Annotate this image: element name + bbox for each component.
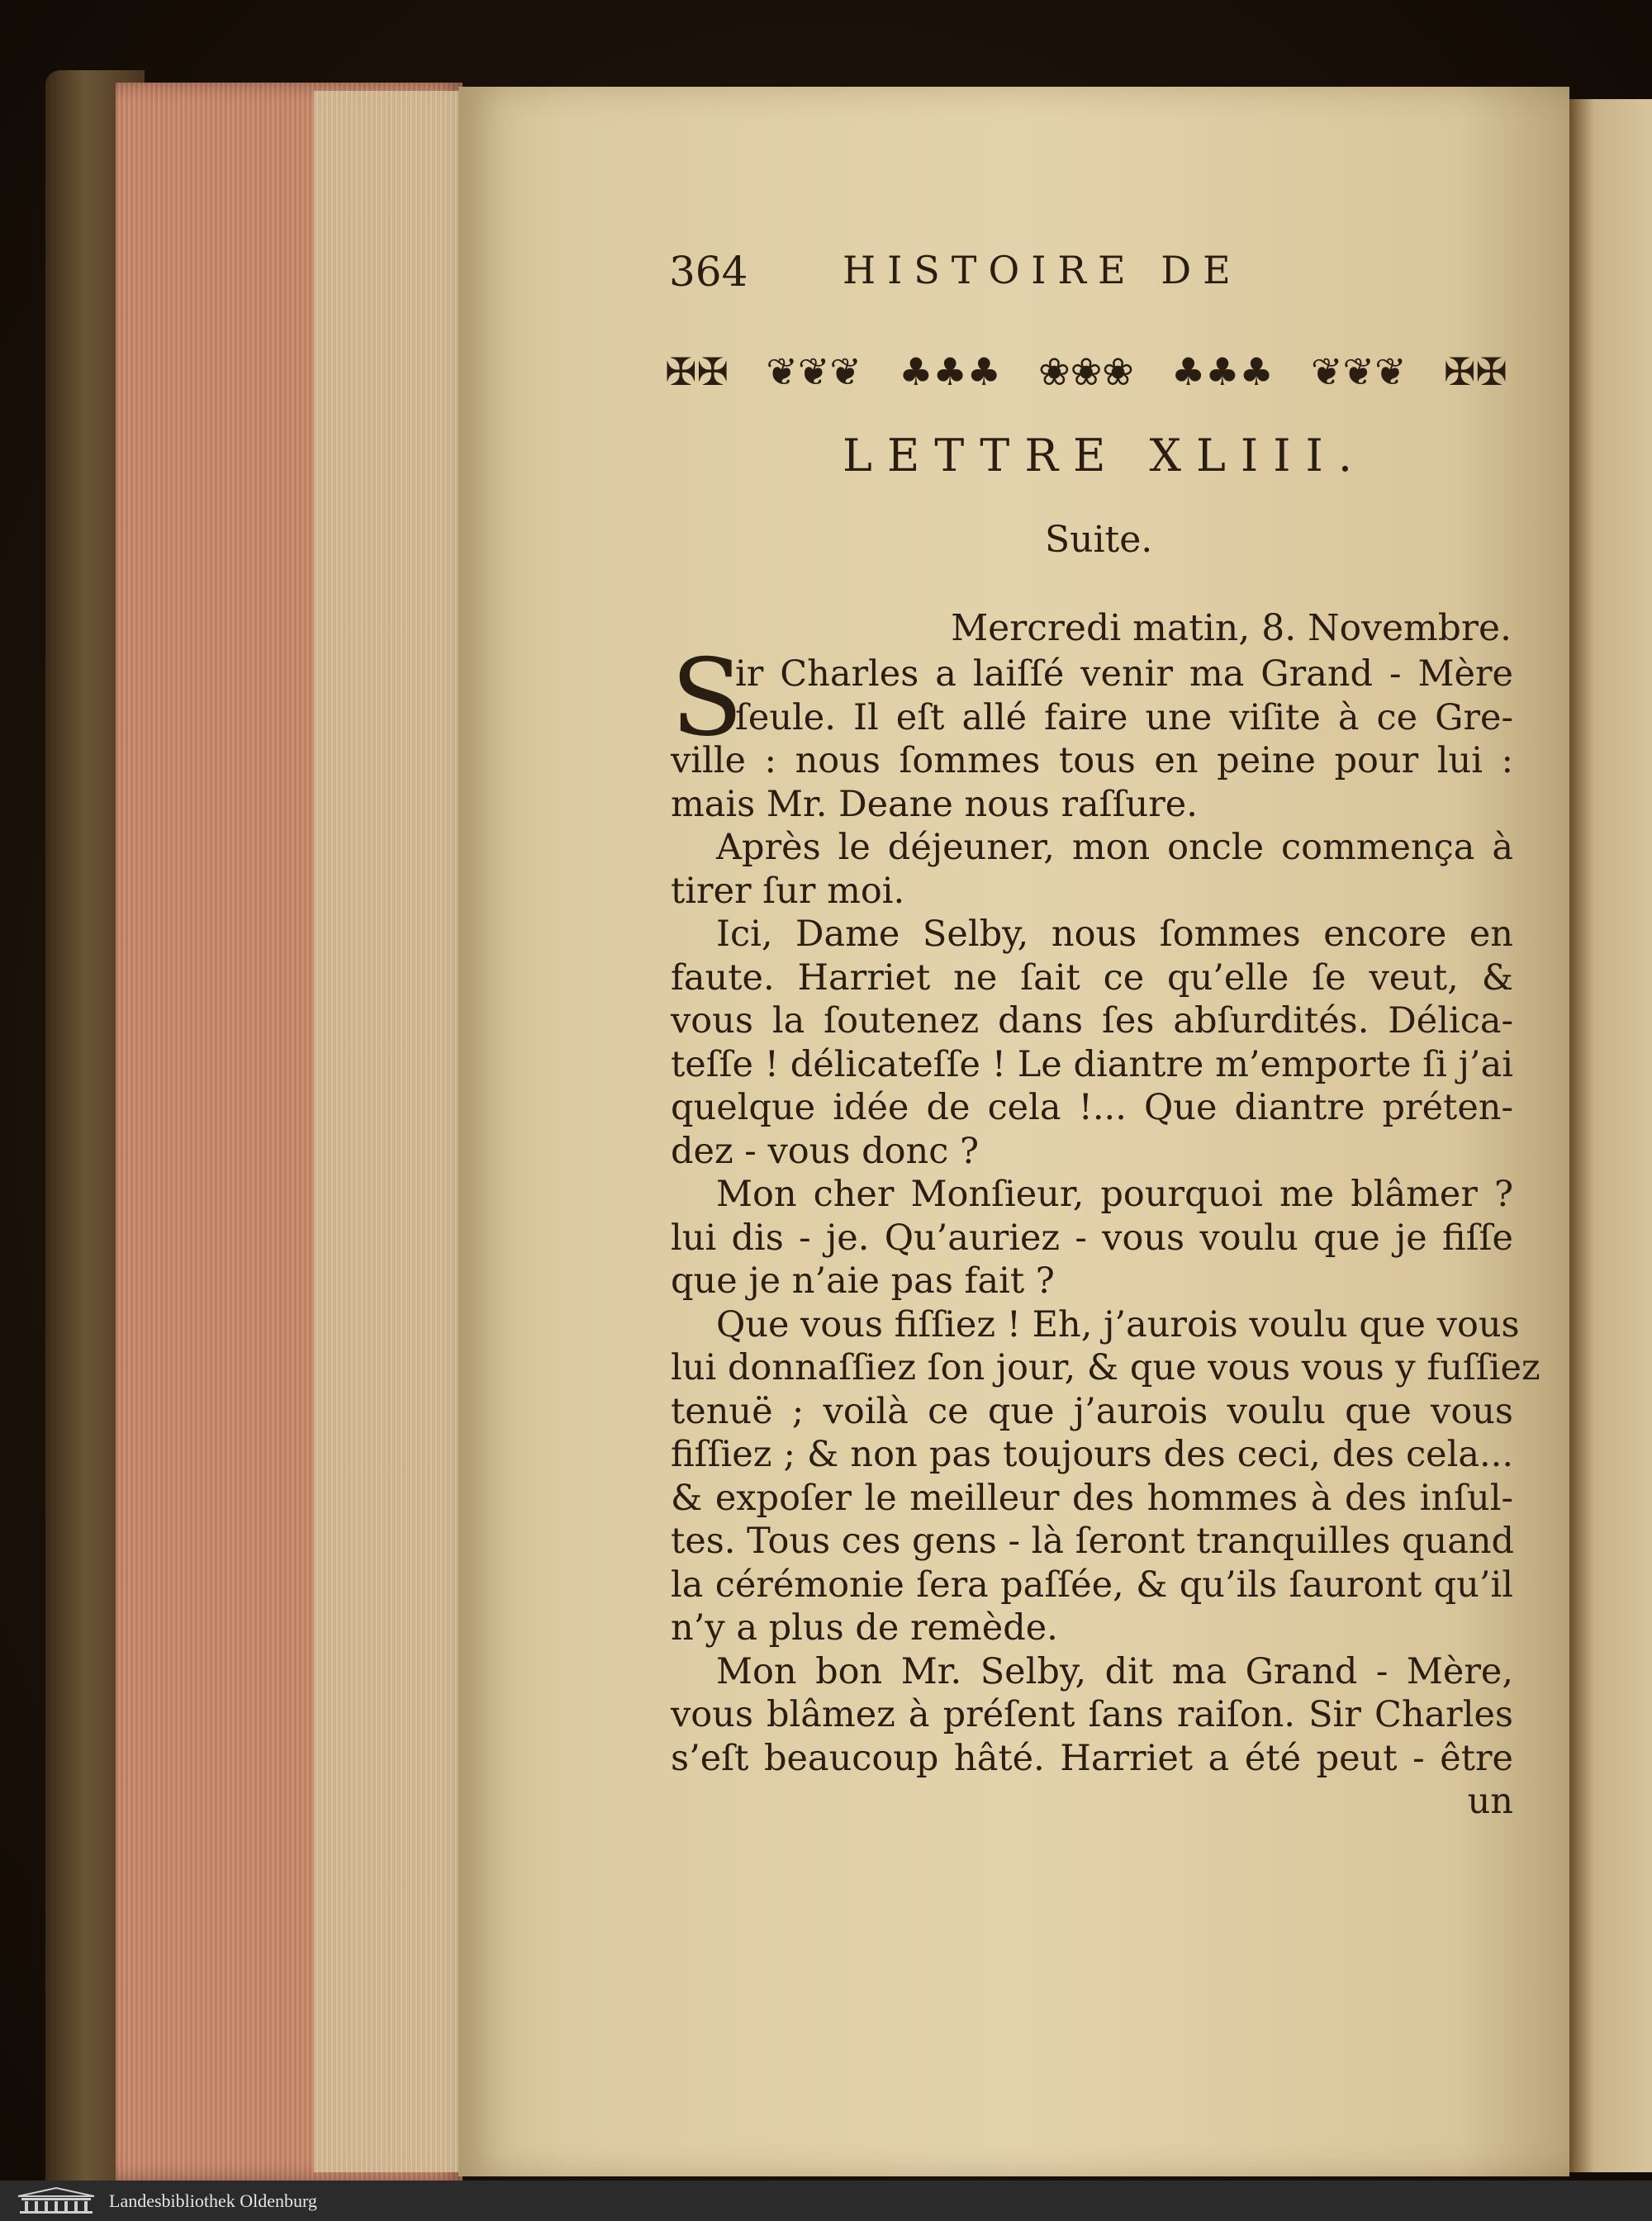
letter-title: LETTRE XLIII. [843,429,1368,482]
text-line: quelque idée de cela !... Que diantre préten- [671,1087,1513,1128]
text-line: s’eſt beaucoup hâté. Harriet a été peut - être [671,1737,1513,1779]
drop-cap: S [671,637,743,760]
ornament-piece: ❦❦❦ [1310,349,1407,394]
ornament-piece: ✠✠ [665,349,729,394]
text-line: la cérémonie ſera paſſée, & qu’ils ſauront qu’il [671,1564,1513,1606]
ornament-piece: ♣♣♣ [899,349,1001,394]
text-line: lui dis - je. Qu’auriez - vous voulu que je fiſſe [671,1217,1513,1259]
text-line: lui donnaſſiez ſon jour, & que vous vous y fuſſiez [671,1347,1540,1388]
ornament-piece: ♣♣♣ [1171,349,1274,394]
text-line: tirer ſur moi. [671,870,905,912]
text-line: Que vous fiſſiez ! Eh, j’aurois voulu que vous [716,1303,1520,1345]
facing-page-edge [1569,99,1652,2172]
text-line: que je n’aie pas fait ? [671,1260,1055,1302]
text-line: ville : nous ſommes tous en peine pour lui : [671,740,1513,781]
text-line: Ici, Dame Selby, nous ſommes encore en [716,914,1513,955]
letter-subtitle: Suite. [1045,519,1153,561]
page-stack [314,91,463,2172]
ornament-piece: ❀❀❀ [1038,349,1134,394]
running-head: HISTOIRE DE [843,248,1242,292]
ornament-piece: ✠✠ [1443,349,1507,394]
text-line: Mon cher Monſieur, pourquoi me blâmer ? [716,1174,1513,1215]
ornament-piece: ❦❦❦ [766,349,862,394]
viewer-footer [0,2181,1652,2221]
text-line: vous blâmez à préſent ſans raiſon. Sir Charles [671,1694,1513,1735]
text-line: ſeule. Il eſt allé faire une viſite à ce Gre- [735,696,1513,738]
text-line: & expoſer le meilleur des hommes à des inſul- [671,1477,1513,1519]
text-line: fiſſiez ; & non pas toujours des ceci, des cela... [671,1434,1513,1475]
text-line: tenuë ; voilà ce que j’aurois voulu que vous [671,1390,1513,1432]
text-line: vous la ſoutenez dans ſes abſurdités. Délica- [671,1000,1513,1042]
page-number: 364 [669,248,748,296]
text-line: Mon bon Mr. Selby, dit ma Grand - Mère, [716,1650,1513,1692]
text-line: tes. Tous ces gens - là ſeront tranquilles quand [671,1521,1515,1562]
text-line: mais Mr. Deane nous raſſure. [671,783,1198,825]
ornamental-band [665,347,1507,396]
text-line: teſſe ! délicateſſe ! Le diantre m’emporte ſi j’ai [671,1043,1513,1085]
page-header [669,248,1495,297]
institution-name: Landesbibliothek Oldenburg [109,2190,317,2211]
text-line: faute. Harriet ne ſait ce qu’elle ſe veut, & [671,956,1513,999]
text-line: ir Charles a laiſſé venir ma Grand - Mère [735,653,1513,695]
library-building-icon [15,2186,97,2214]
dateline: Mercredi matin, 8. Novembre. [951,607,1512,649]
catchword: un [1467,1781,1513,1822]
text-line: n’y a plus de remède. [671,1607,1058,1649]
text-line: dez - vous donc ? [671,1130,980,1172]
body-text [671,653,1540,1824]
text-line: Après le déjeuner, mon oncle commença à [716,827,1513,868]
